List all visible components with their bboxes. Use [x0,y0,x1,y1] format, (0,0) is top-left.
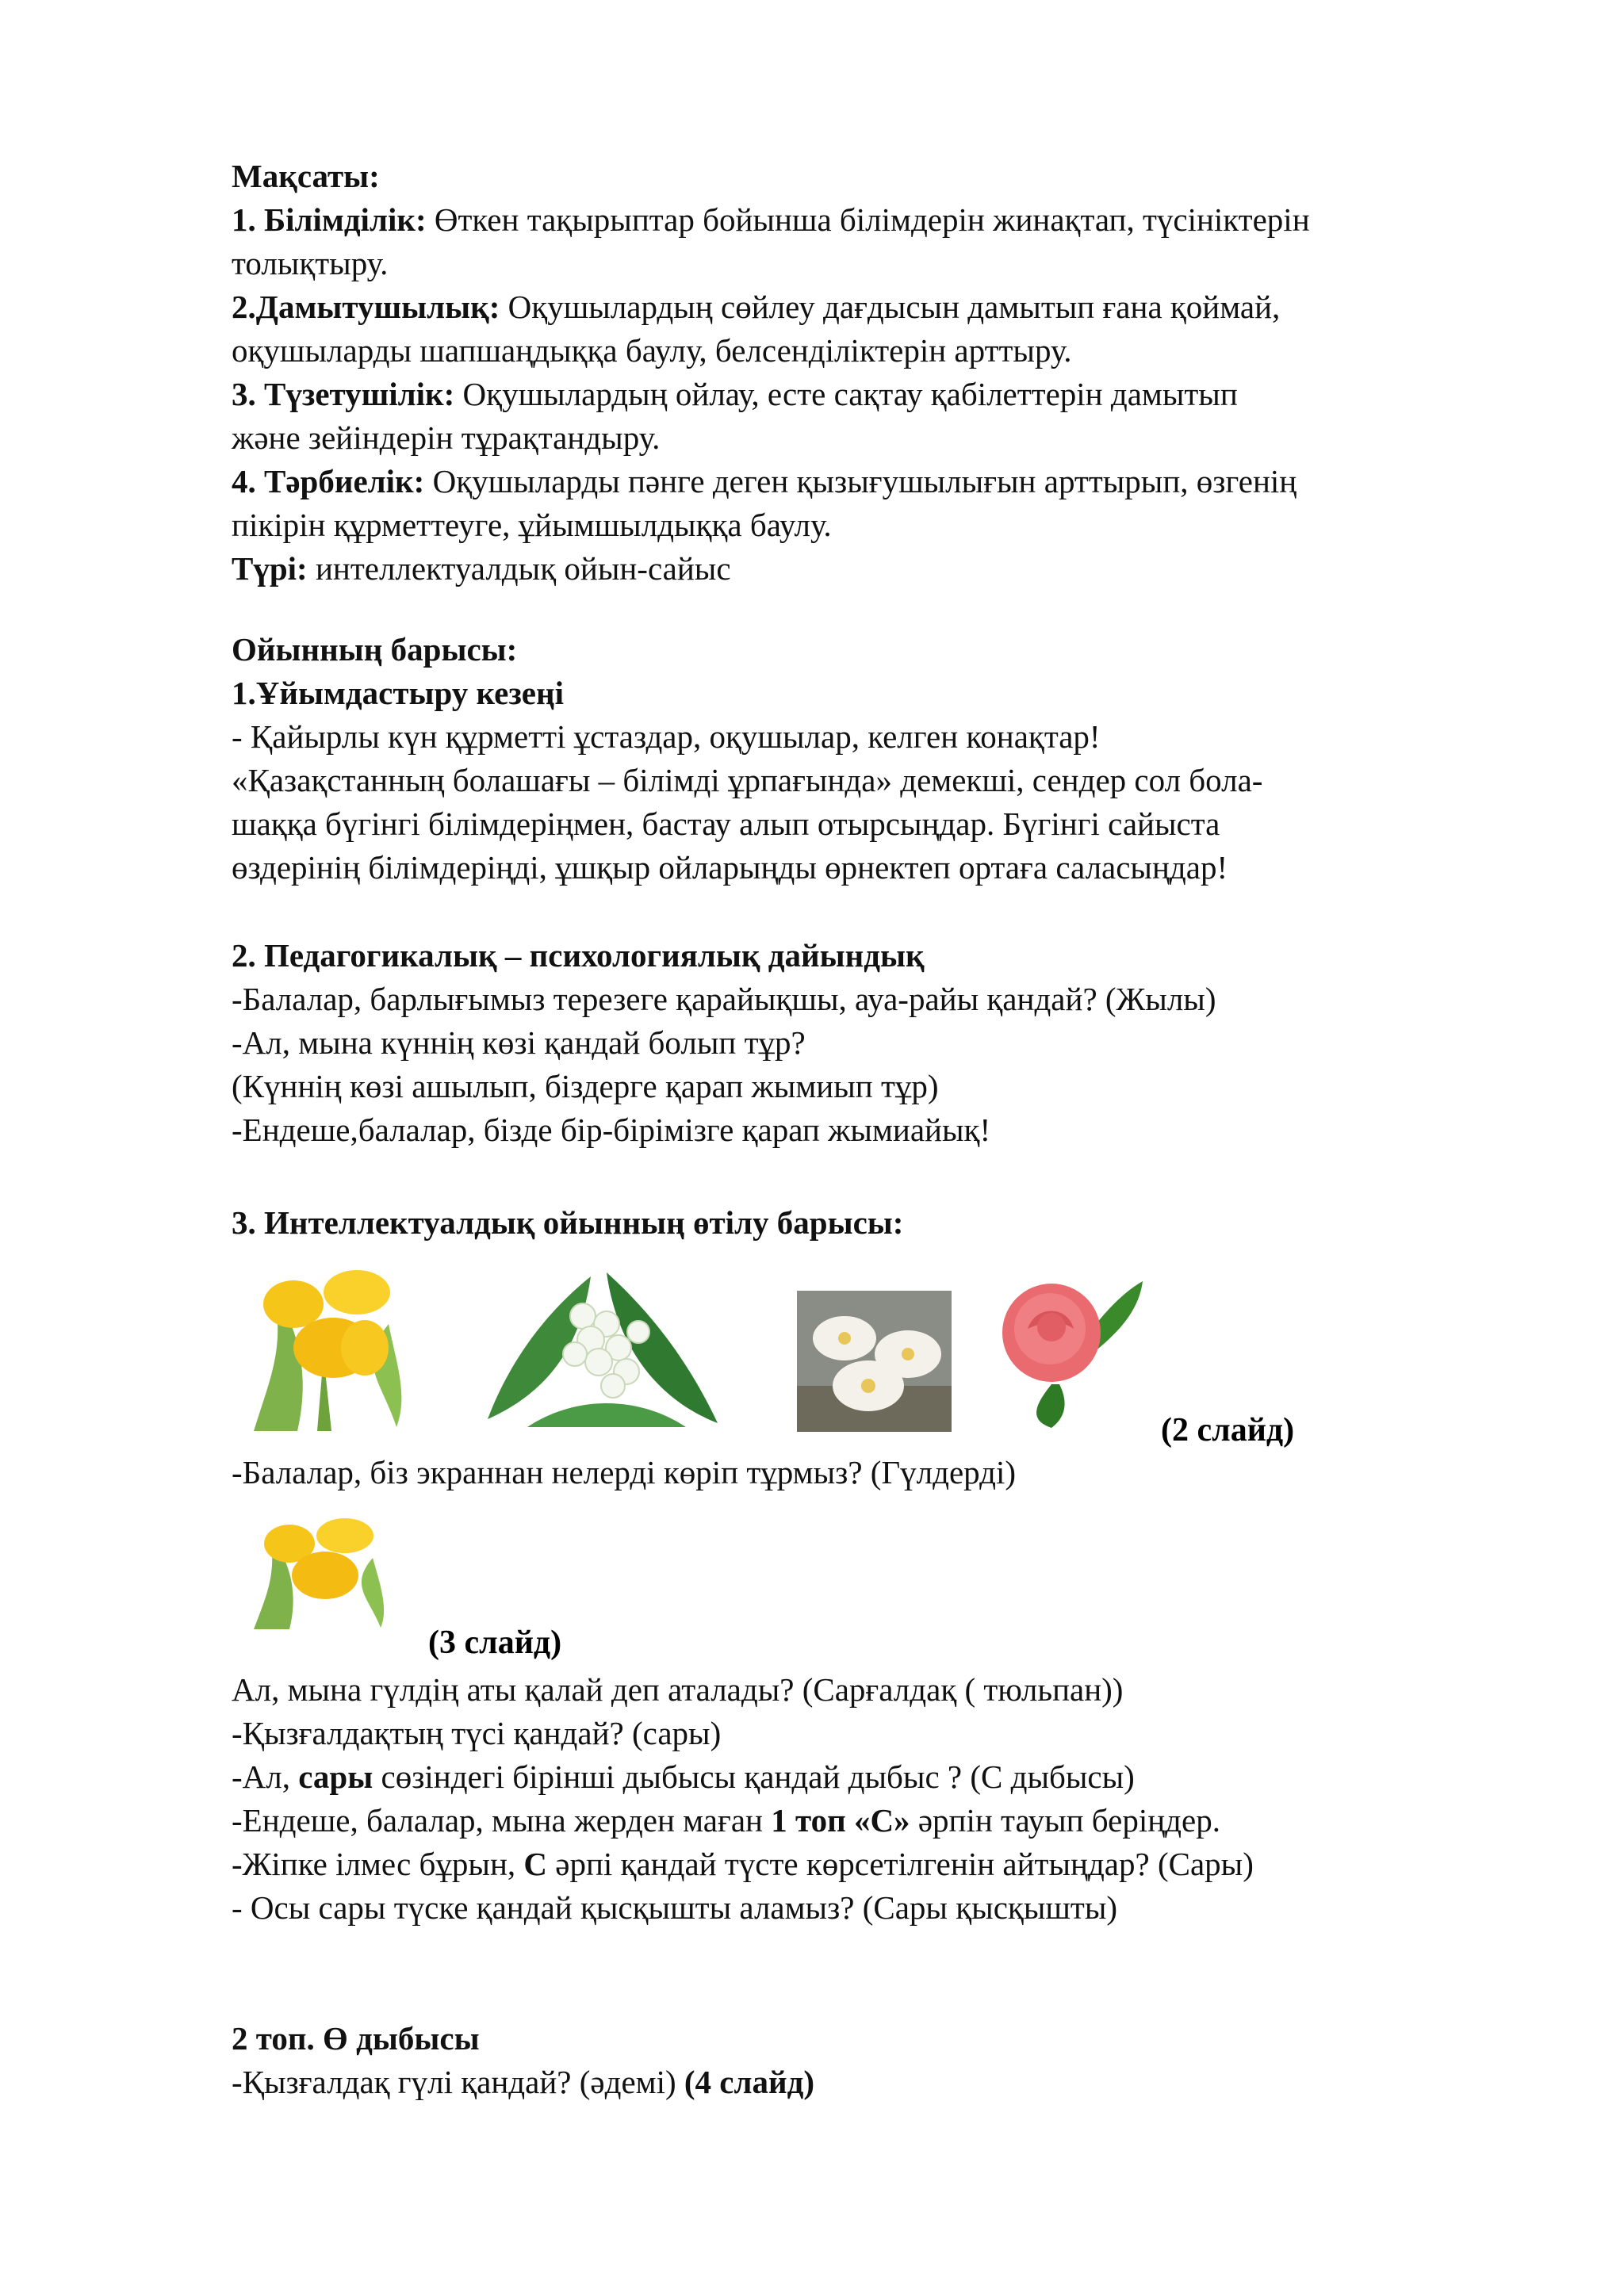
question-1 [232,1451,1497,1494]
section-1-line: шаққа бүгінгі білімдеріңмен, бастау алып отырсыңдар. Бүгінгі сайыста [232,806,1220,842]
yellow-tulips-image [238,1261,416,1435]
goal-1: 1. Білімділік: Өткен тақырыптар бойынша білімдерін жинақтап, түсініктерін [232,201,1310,238]
goal-3: 3. Түзетушілік: Оқушылардың ойлау, есте сақтау қабілеттерін дамытып [232,376,1238,412]
question-line: -Ал, сары сөзіндегі бірінші дыбысы қандай дыбыс ? (С дыбысы) [232,1758,1135,1795]
goal-2-cont: оқушыларды шапшаңдыққа баулу, белсенділіктерін арттыру. [232,332,1072,369]
section-3 [232,1201,1497,1245]
progress-title: Ойынның барысы: [232,631,518,668]
white-flowers-image [797,1291,952,1432]
goals-section [232,155,1497,591]
goal-3-cont: және зейіндерін тұрақтандыру. [232,419,661,456]
section-1-line: - Қайырлы күн құрметті ұстаздар, оқушылар, келген конақтар! [232,718,1101,755]
goals-title: Мақсаты: [232,158,380,194]
goal-type: Түрі: интеллектуалдық ойын-сайыс [232,550,731,587]
goal-2: 2.Дамытушылық: Оқушылардың сөйлеу дағдысын дамытып ғана қоймай, [232,289,1281,325]
section-2-line: -Ендеше,балалар, бізде бір-бірімізге қарап жымиайық! [232,1112,991,1148]
slide-3-label: (3 слайд) [428,1624,562,1661]
group-2-title: 2 топ. Ө дыбысы [232,2020,480,2057]
section-1-title: 1.Ұйымдастыру кезеңі [232,675,565,711]
lily-of-the-valley-image [480,1261,726,1435]
section-2-line: (Күннің көзі ашылып, біздерге қарап жымиып тұр) [232,1068,939,1104]
question-line: -Ендеше, балалар, мына жерден маған 1 топ «С» әрпін тауып беріңдер. [232,1802,1220,1839]
section-3-title: 3. Интеллектуалдық ойынның өтілу барысы: [232,1204,904,1241]
progress-section [232,628,1497,890]
group-2-section [232,2017,1497,2104]
red-rose-image [980,1265,1147,1428]
goal-1-cont: толықтыру. [232,245,389,281]
questions-block [232,1668,1497,1930]
goal-4: 4. Тәрбиелік: Оқушыларды пәнге деген қызығушылығын арттырып, өзгенің [232,463,1297,499]
section-2-line: -Балалар, барлығымыз терезеге қарайықшы, ауа-райы қандай? (Жылы) [232,981,1216,1017]
section-2-title: 2. Педагогикалық – психологиялық дайындық [232,937,925,974]
question-line: - Осы сары түске қандай қысқышты аламыз? (Сары қысқышты) [232,1889,1118,1926]
question-line: Ал, мына гүлдің аты қалай деп аталады? (Сарғалдақ ( тюльпан)) [232,1671,1124,1708]
section-2 [232,934,1497,1152]
slide-2-label: (2 слайд) [1161,1412,1295,1448]
question-line: -Жіпке ілмес бұрын, С әрпі қандай түсте көрсетілгенін айтыңдар? (Сары) [232,1846,1254,1882]
question-line: -Балалар, біз экраннан нелерді көріп тұрмыз? (Гүлдерді) [232,1454,1017,1490]
yellow-tulips-small-image [238,1510,396,1633]
question-line: -Қызғалдақтың түсі қандай? (сары) [232,1715,722,1751]
group-2-line: -Қызғалдақ гүлі қандай? (әдемі) (4 слайд) [232,2064,815,2100]
section-2-line: -Ал, мына күннің көзі қандай болып тұр? [232,1024,806,1061]
section-1-line: өздерінің білімдеріңді, ұшқыр ойларыңды өрнектеп ортаға саласыңдар! [232,849,1228,886]
goal-4-cont: пікірін құрметтеуге, ұйымшылдыққа баулу. [232,507,832,543]
section-1-line: «Қазақстанның болашағы – білімді ұрпағында» демекші, сендер сол бола- [232,762,1263,798]
